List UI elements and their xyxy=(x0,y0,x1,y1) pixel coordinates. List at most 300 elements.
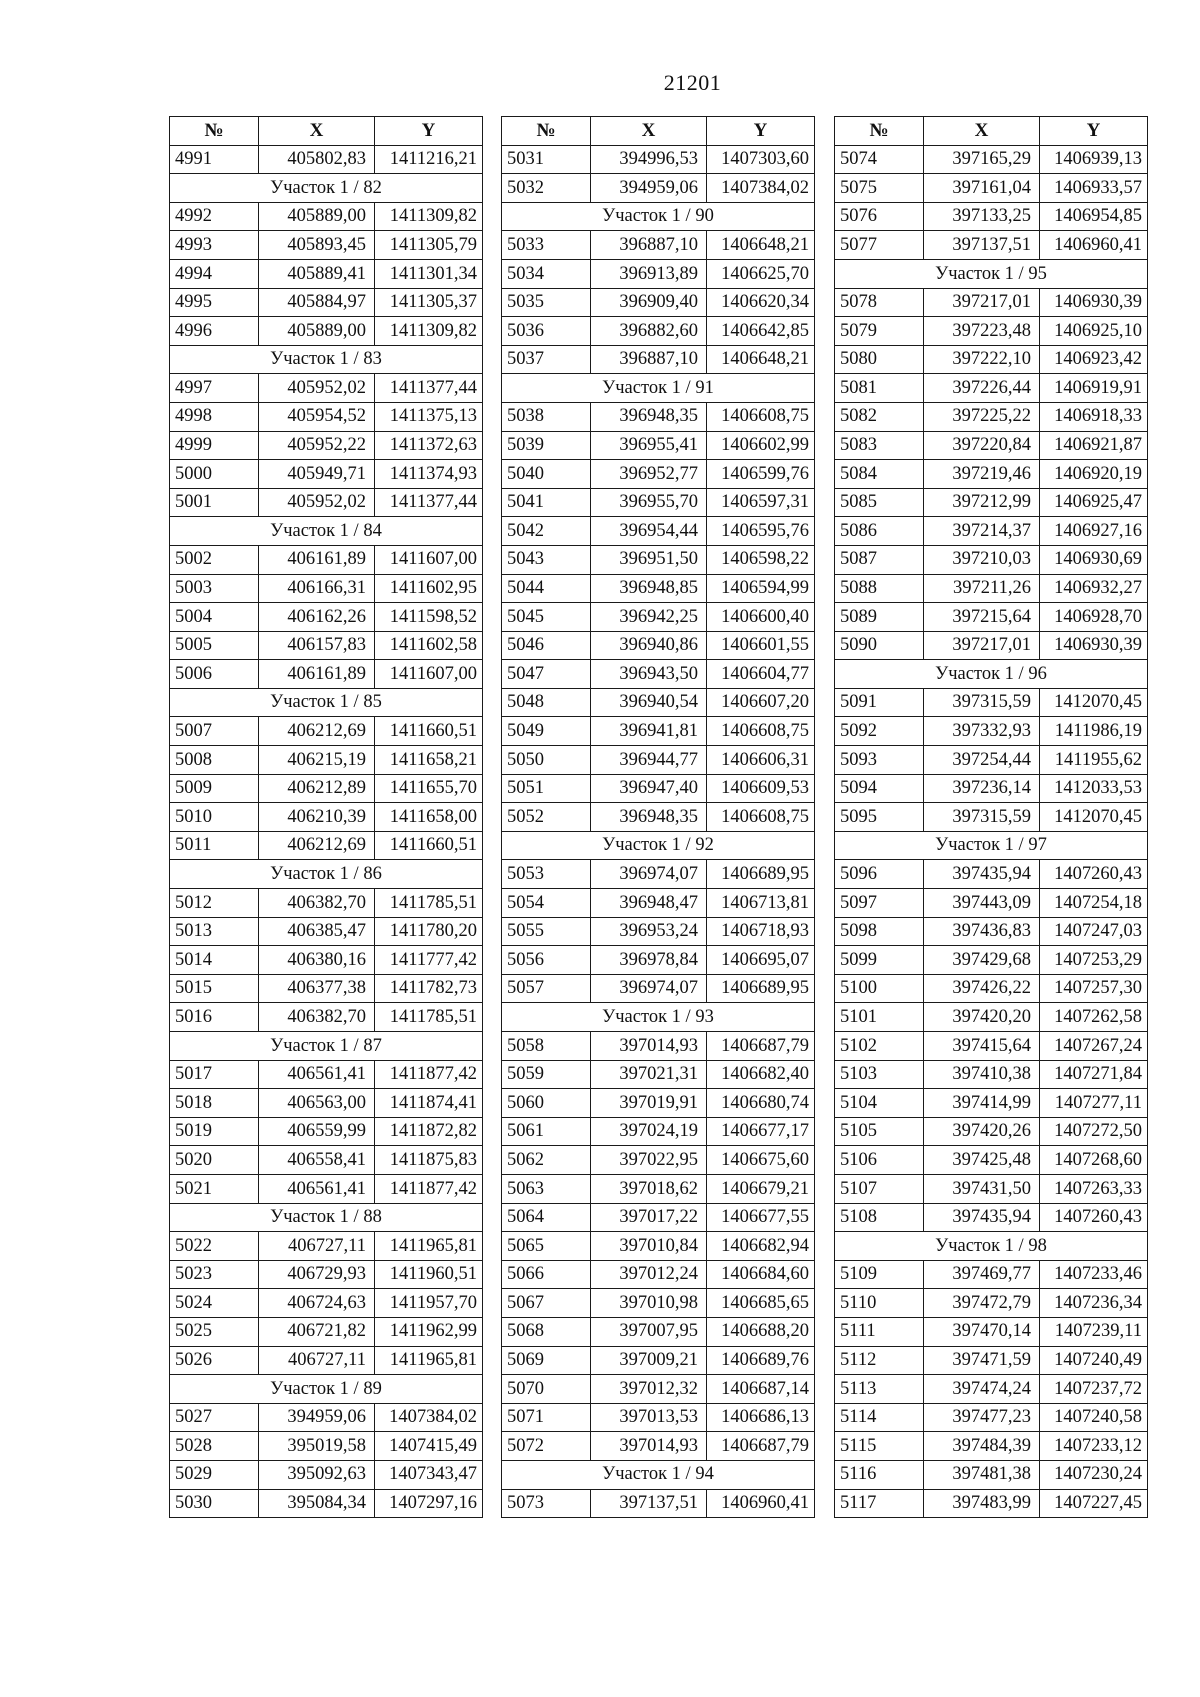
x-coordinate-cell: 397220,84 xyxy=(924,431,1040,460)
x-coordinate-cell: 397481,38 xyxy=(924,1460,1040,1489)
y-coordinate-cell: 1406608,75 xyxy=(707,803,815,832)
x-coordinate-cell: 406166,31 xyxy=(259,574,375,603)
y-coordinate-cell: 1406695,07 xyxy=(707,946,815,975)
point-number-cell: 5037 xyxy=(502,345,591,374)
point-number-cell: 5010 xyxy=(170,803,259,832)
column-header-y: Y xyxy=(707,117,815,146)
section-title: Участок 1 / 85 xyxy=(170,688,483,717)
x-coordinate-cell: 405949,71 xyxy=(259,460,375,489)
y-coordinate-cell: 1406713,81 xyxy=(707,889,815,918)
section-header-row xyxy=(170,517,483,546)
table-row xyxy=(502,231,815,260)
x-coordinate-cell: 397223,48 xyxy=(924,317,1040,346)
x-coordinate-cell: 397415,64 xyxy=(924,1032,1040,1061)
point-number-cell: 4997 xyxy=(170,374,259,403)
table-row xyxy=(502,1432,815,1461)
x-coordinate-cell: 406161,89 xyxy=(259,660,375,689)
x-coordinate-cell: 406382,70 xyxy=(259,1003,375,1032)
x-coordinate-cell: 406210,39 xyxy=(259,803,375,832)
y-coordinate-cell: 1406608,75 xyxy=(707,402,815,431)
table-row xyxy=(835,488,1148,517)
coordinates-table-3 xyxy=(834,116,1148,1518)
y-coordinate-cell: 1406598,22 xyxy=(707,545,815,574)
y-coordinate-cell: 1411780,20 xyxy=(375,917,483,946)
y-coordinate-cell: 1406933,57 xyxy=(1040,174,1148,203)
table-row xyxy=(502,317,815,346)
x-coordinate-cell: 397133,25 xyxy=(924,202,1040,231)
table-row xyxy=(170,1089,483,1118)
table-row xyxy=(835,1060,1148,1089)
y-coordinate-cell: 1407384,02 xyxy=(707,174,815,203)
x-coordinate-cell: 397022,95 xyxy=(591,1146,707,1175)
x-coordinate-cell: 397225,22 xyxy=(924,402,1040,431)
point-number-cell: 5042 xyxy=(502,517,591,546)
table-row xyxy=(502,517,815,546)
x-coordinate-cell: 405954,52 xyxy=(259,402,375,431)
point-number-cell: 5097 xyxy=(835,889,924,918)
x-coordinate-cell: 397219,46 xyxy=(924,460,1040,489)
coordinates-table-2 xyxy=(501,116,815,1518)
section-title: Участок 1 / 89 xyxy=(170,1375,483,1404)
y-coordinate-cell: 1406923,42 xyxy=(1040,345,1148,374)
table-header-row xyxy=(502,117,815,146)
point-number-cell: 5020 xyxy=(170,1146,259,1175)
x-coordinate-cell: 405952,02 xyxy=(259,374,375,403)
table-row xyxy=(170,1117,483,1146)
y-coordinate-cell: 1406597,31 xyxy=(707,488,815,517)
point-number-cell: 5069 xyxy=(502,1346,591,1375)
point-number-cell: 5017 xyxy=(170,1060,259,1089)
y-coordinate-cell: 1406600,40 xyxy=(707,603,815,632)
section-header-row xyxy=(502,1003,815,1032)
section-title: Участок 1 / 90 xyxy=(502,202,815,231)
table-row xyxy=(835,145,1148,174)
y-coordinate-cell: 1406918,33 xyxy=(1040,402,1148,431)
x-coordinate-cell: 397420,20 xyxy=(924,1003,1040,1032)
section-header-row xyxy=(502,1460,815,1489)
point-number-cell: 5019 xyxy=(170,1117,259,1146)
table-row xyxy=(170,317,483,346)
x-coordinate-cell: 397210,03 xyxy=(924,545,1040,574)
y-coordinate-cell: 1407253,29 xyxy=(1040,946,1148,975)
y-coordinate-cell: 1406675,60 xyxy=(707,1146,815,1175)
x-coordinate-cell: 394959,06 xyxy=(591,174,707,203)
y-coordinate-cell: 1412070,45 xyxy=(1040,688,1148,717)
x-coordinate-cell: 396954,44 xyxy=(591,517,707,546)
x-coordinate-cell: 397024,19 xyxy=(591,1117,707,1146)
table-row xyxy=(170,1460,483,1489)
y-coordinate-cell: 1407247,03 xyxy=(1040,917,1148,946)
x-coordinate-cell: 397212,99 xyxy=(924,488,1040,517)
x-coordinate-cell: 397226,44 xyxy=(924,374,1040,403)
section-header-row xyxy=(170,174,483,203)
y-coordinate-cell: 1406648,21 xyxy=(707,345,815,374)
y-coordinate-cell: 1406679,21 xyxy=(707,1174,815,1203)
y-coordinate-cell: 1411602,95 xyxy=(375,574,483,603)
section-header-row xyxy=(502,202,815,231)
point-number-cell: 5025 xyxy=(170,1317,259,1346)
point-number-cell: 5080 xyxy=(835,345,924,374)
y-coordinate-cell: 1407240,58 xyxy=(1040,1403,1148,1432)
point-number-cell: 4995 xyxy=(170,288,259,317)
y-coordinate-cell: 1406642,85 xyxy=(707,317,815,346)
table-row xyxy=(835,231,1148,260)
x-coordinate-cell: 406161,89 xyxy=(259,545,375,574)
y-coordinate-cell: 1411777,42 xyxy=(375,946,483,975)
section-title: Участок 1 / 82 xyxy=(170,174,483,203)
point-number-cell: 5024 xyxy=(170,1289,259,1318)
x-coordinate-cell: 396887,10 xyxy=(591,231,707,260)
table-row xyxy=(170,631,483,660)
table-row xyxy=(502,402,815,431)
point-number-cell: 5040 xyxy=(502,460,591,489)
table-row xyxy=(502,259,815,288)
x-coordinate-cell: 397161,04 xyxy=(924,174,1040,203)
point-number-cell: 5039 xyxy=(502,431,591,460)
point-number-cell: 4998 xyxy=(170,402,259,431)
column-header-x: X xyxy=(259,117,375,146)
point-number-cell: 5116 xyxy=(835,1460,924,1489)
page-number: 21201 xyxy=(663,70,722,95)
table-row xyxy=(835,688,1148,717)
x-coordinate-cell: 396948,85 xyxy=(591,574,707,603)
x-coordinate-cell: 397012,24 xyxy=(591,1260,707,1289)
point-number-cell: 5041 xyxy=(502,488,591,517)
y-coordinate-cell: 1411655,70 xyxy=(375,774,483,803)
y-coordinate-cell: 1411785,51 xyxy=(375,1003,483,1032)
table-row xyxy=(835,202,1148,231)
y-coordinate-cell: 1411598,52 xyxy=(375,603,483,632)
point-number-cell: 5082 xyxy=(835,402,924,431)
point-number-cell: 5098 xyxy=(835,917,924,946)
point-number-cell: 5044 xyxy=(502,574,591,603)
point-number-cell: 5015 xyxy=(170,974,259,1003)
section-title: Участок 1 / 88 xyxy=(170,1203,483,1232)
y-coordinate-cell: 1406925,10 xyxy=(1040,317,1148,346)
point-number-cell: 5008 xyxy=(170,746,259,775)
section-title: Участок 1 / 86 xyxy=(170,860,483,889)
point-number-cell: 4992 xyxy=(170,202,259,231)
x-coordinate-cell: 397436,83 xyxy=(924,917,1040,946)
table-row xyxy=(170,1060,483,1089)
table-row xyxy=(835,631,1148,660)
y-coordinate-cell: 1411374,93 xyxy=(375,460,483,489)
y-coordinate-cell: 1411957,70 xyxy=(375,1289,483,1318)
x-coordinate-cell: 406558,41 xyxy=(259,1146,375,1175)
table-row xyxy=(835,860,1148,889)
table-row xyxy=(170,660,483,689)
point-number-cell: 5013 xyxy=(170,917,259,946)
y-coordinate-cell: 1406620,34 xyxy=(707,288,815,317)
y-coordinate-cell: 1406718,93 xyxy=(707,917,815,946)
x-coordinate-cell: 396953,24 xyxy=(591,917,707,946)
y-coordinate-cell: 1406939,13 xyxy=(1040,145,1148,174)
y-coordinate-cell: 1411660,51 xyxy=(375,717,483,746)
table-row xyxy=(170,1146,483,1175)
point-number-cell: 5081 xyxy=(835,374,924,403)
y-coordinate-cell: 1407260,43 xyxy=(1040,860,1148,889)
point-number-cell: 5072 xyxy=(502,1432,591,1461)
table-row xyxy=(835,174,1148,203)
x-coordinate-cell: 406724,63 xyxy=(259,1289,375,1318)
y-coordinate-cell: 1411602,58 xyxy=(375,631,483,660)
x-coordinate-cell: 397483,99 xyxy=(924,1489,1040,1518)
point-number-cell: 5065 xyxy=(502,1232,591,1261)
point-number-cell: 5090 xyxy=(835,631,924,660)
point-number-cell: 5060 xyxy=(502,1089,591,1118)
point-number-cell: 5063 xyxy=(502,1174,591,1203)
section-title: Участок 1 / 91 xyxy=(502,374,815,403)
point-number-cell: 5076 xyxy=(835,202,924,231)
table-row xyxy=(170,402,483,431)
table-row xyxy=(835,1375,1148,1404)
x-coordinate-cell: 396952,77 xyxy=(591,460,707,489)
point-number-cell: 5001 xyxy=(170,488,259,517)
y-coordinate-cell: 1411372,63 xyxy=(375,431,483,460)
table-row xyxy=(502,917,815,946)
table-header-row xyxy=(170,117,483,146)
x-coordinate-cell: 397435,94 xyxy=(924,1203,1040,1232)
y-coordinate-cell: 1411782,73 xyxy=(375,974,483,1003)
table-row xyxy=(502,1489,815,1518)
y-coordinate-cell: 1406599,76 xyxy=(707,460,815,489)
y-coordinate-cell: 1406602,99 xyxy=(707,431,815,460)
table-row xyxy=(502,717,815,746)
point-number-cell: 5003 xyxy=(170,574,259,603)
table-row xyxy=(502,1317,815,1346)
y-coordinate-cell: 1406595,76 xyxy=(707,517,815,546)
table-row xyxy=(170,460,483,489)
section-title: Участок 1 / 87 xyxy=(170,1032,483,1061)
x-coordinate-cell: 397010,98 xyxy=(591,1289,707,1318)
y-coordinate-cell: 1406604,77 xyxy=(707,660,815,689)
point-number-cell: 5036 xyxy=(502,317,591,346)
x-coordinate-cell: 397420,26 xyxy=(924,1117,1040,1146)
x-coordinate-cell: 395019,58 xyxy=(259,1432,375,1461)
y-coordinate-cell: 1411877,42 xyxy=(375,1174,483,1203)
y-coordinate-cell: 1411877,42 xyxy=(375,1060,483,1089)
point-number-cell: 5100 xyxy=(835,974,924,1003)
x-coordinate-cell: 397236,14 xyxy=(924,774,1040,803)
y-coordinate-cell: 1411785,51 xyxy=(375,889,483,918)
point-number-cell: 5014 xyxy=(170,946,259,975)
x-coordinate-cell: 397477,23 xyxy=(924,1403,1040,1432)
x-coordinate-cell: 396948,47 xyxy=(591,889,707,918)
y-coordinate-cell: 1407237,72 xyxy=(1040,1375,1148,1404)
y-coordinate-cell: 1411874,41 xyxy=(375,1089,483,1118)
point-number-cell: 5075 xyxy=(835,174,924,203)
table-row xyxy=(502,488,815,517)
y-coordinate-cell: 1406648,21 xyxy=(707,231,815,260)
table-row xyxy=(835,1489,1148,1518)
x-coordinate-cell: 397414,99 xyxy=(924,1089,1040,1118)
table-row xyxy=(170,202,483,231)
y-coordinate-cell: 1407263,33 xyxy=(1040,1174,1148,1203)
x-coordinate-cell: 405889,41 xyxy=(259,259,375,288)
table-row xyxy=(502,1375,815,1404)
point-number-cell: 5058 xyxy=(502,1032,591,1061)
x-coordinate-cell: 406559,99 xyxy=(259,1117,375,1146)
table-row xyxy=(835,317,1148,346)
y-coordinate-cell: 1411955,62 xyxy=(1040,746,1148,775)
point-number-cell: 5111 xyxy=(835,1317,924,1346)
table-row xyxy=(170,746,483,775)
table-row xyxy=(502,889,815,918)
section-title: Участок 1 / 84 xyxy=(170,517,483,546)
y-coordinate-cell: 1407268,60 xyxy=(1040,1146,1148,1175)
y-coordinate-cell: 1411309,82 xyxy=(375,317,483,346)
table-row xyxy=(502,774,815,803)
y-coordinate-cell: 1406927,16 xyxy=(1040,517,1148,546)
table-row xyxy=(835,803,1148,832)
point-number-cell: 5029 xyxy=(170,1460,259,1489)
point-number-cell: 5062 xyxy=(502,1146,591,1175)
x-coordinate-cell: 406212,89 xyxy=(259,774,375,803)
y-coordinate-cell: 1407240,49 xyxy=(1040,1346,1148,1375)
point-number-cell: 5095 xyxy=(835,803,924,832)
y-coordinate-cell: 1411375,13 xyxy=(375,402,483,431)
point-number-cell: 5073 xyxy=(502,1489,591,1518)
y-coordinate-cell: 1407343,47 xyxy=(375,1460,483,1489)
point-number-cell: 5089 xyxy=(835,603,924,632)
column-header-y: Y xyxy=(375,117,483,146)
section-header-row xyxy=(170,1203,483,1232)
point-number-cell: 5078 xyxy=(835,288,924,317)
y-coordinate-cell: 1411986,19 xyxy=(1040,717,1148,746)
y-coordinate-cell: 1411658,21 xyxy=(375,746,483,775)
y-coordinate-cell: 1406919,91 xyxy=(1040,374,1148,403)
y-coordinate-cell: 1406594,99 xyxy=(707,574,815,603)
x-coordinate-cell: 406380,16 xyxy=(259,946,375,975)
table-row xyxy=(502,545,815,574)
point-number-cell: 5005 xyxy=(170,631,259,660)
y-coordinate-cell: 1406689,95 xyxy=(707,860,815,889)
table-row xyxy=(835,1117,1148,1146)
y-coordinate-cell: 1407230,24 xyxy=(1040,1460,1148,1489)
point-number-cell: 5107 xyxy=(835,1174,924,1203)
point-number-cell: 5009 xyxy=(170,774,259,803)
x-coordinate-cell: 397215,64 xyxy=(924,603,1040,632)
table-row xyxy=(835,1089,1148,1118)
section-header-row xyxy=(502,374,815,403)
x-coordinate-cell: 397472,79 xyxy=(924,1289,1040,1318)
table-row xyxy=(835,889,1148,918)
section-title: Участок 1 / 95 xyxy=(835,259,1148,288)
point-number-cell: 5083 xyxy=(835,431,924,460)
table-row xyxy=(170,431,483,460)
y-coordinate-cell: 1406930,39 xyxy=(1040,288,1148,317)
y-coordinate-cell: 1406677,17 xyxy=(707,1117,815,1146)
point-number-cell: 5026 xyxy=(170,1346,259,1375)
section-title: Участок 1 / 96 xyxy=(835,660,1148,689)
y-coordinate-cell: 1411305,37 xyxy=(375,288,483,317)
point-number-cell: 5084 xyxy=(835,460,924,489)
x-coordinate-cell: 406563,00 xyxy=(259,1089,375,1118)
x-coordinate-cell: 396974,07 xyxy=(591,974,707,1003)
y-coordinate-cell: 1406689,76 xyxy=(707,1346,815,1375)
table-row xyxy=(835,1346,1148,1375)
x-coordinate-cell: 397010,84 xyxy=(591,1232,707,1261)
point-number-cell: 5027 xyxy=(170,1403,259,1432)
y-coordinate-cell: 1406684,60 xyxy=(707,1260,815,1289)
x-coordinate-cell: 397471,59 xyxy=(924,1346,1040,1375)
point-number-cell: 5079 xyxy=(835,317,924,346)
point-number-cell: 5030 xyxy=(170,1489,259,1518)
table-row xyxy=(170,774,483,803)
x-coordinate-cell: 397217,01 xyxy=(924,288,1040,317)
x-coordinate-cell: 394996,53 xyxy=(591,145,707,174)
table-row xyxy=(170,1174,483,1203)
point-number-cell: 5052 xyxy=(502,803,591,832)
x-coordinate-cell: 396909,40 xyxy=(591,288,707,317)
table-row xyxy=(170,1317,483,1346)
point-number-cell: 5016 xyxy=(170,1003,259,1032)
y-coordinate-cell: 1406688,20 xyxy=(707,1317,815,1346)
y-coordinate-cell: 1407233,12 xyxy=(1040,1432,1148,1461)
x-coordinate-cell: 405952,22 xyxy=(259,431,375,460)
table-row xyxy=(502,1146,815,1175)
y-coordinate-cell: 1407227,45 xyxy=(1040,1489,1148,1518)
table-row xyxy=(170,946,483,975)
y-coordinate-cell: 1406687,79 xyxy=(707,1032,815,1061)
x-coordinate-cell: 406721,82 xyxy=(259,1317,375,1346)
x-coordinate-cell: 406385,47 xyxy=(259,917,375,946)
table-row xyxy=(502,1117,815,1146)
x-coordinate-cell: 406157,83 xyxy=(259,631,375,660)
y-coordinate-cell: 1411309,82 xyxy=(375,202,483,231)
y-coordinate-cell: 1406609,53 xyxy=(707,774,815,803)
x-coordinate-cell: 397426,22 xyxy=(924,974,1040,1003)
section-title: Участок 1 / 93 xyxy=(502,1003,815,1032)
x-coordinate-cell: 396948,35 xyxy=(591,803,707,832)
x-coordinate-cell: 406561,41 xyxy=(259,1060,375,1089)
table-row xyxy=(502,460,815,489)
y-coordinate-cell: 1406932,27 xyxy=(1040,574,1148,603)
y-coordinate-cell: 1411872,82 xyxy=(375,1117,483,1146)
x-coordinate-cell: 397429,68 xyxy=(924,946,1040,975)
point-number-cell: 5105 xyxy=(835,1117,924,1146)
x-coordinate-cell: 395092,63 xyxy=(259,1460,375,1489)
table-row xyxy=(835,1003,1148,1032)
point-number-cell: 5114 xyxy=(835,1403,924,1432)
y-coordinate-cell: 1406930,39 xyxy=(1040,631,1148,660)
table-row xyxy=(170,145,483,174)
section-title: Участок 1 / 98 xyxy=(835,1232,1148,1261)
x-coordinate-cell: 395084,34 xyxy=(259,1489,375,1518)
x-coordinate-cell: 397165,29 xyxy=(924,145,1040,174)
point-number-cell: 5048 xyxy=(502,688,591,717)
point-number-cell: 5059 xyxy=(502,1060,591,1089)
point-number-cell: 5074 xyxy=(835,145,924,174)
section-title: Участок 1 / 83 xyxy=(170,345,483,374)
y-coordinate-cell: 1411301,34 xyxy=(375,259,483,288)
point-number-cell: 5018 xyxy=(170,1089,259,1118)
section-title: Участок 1 / 94 xyxy=(502,1460,815,1489)
table-row xyxy=(170,1289,483,1318)
x-coordinate-cell: 396955,70 xyxy=(591,488,707,517)
y-coordinate-cell: 1411875,83 xyxy=(375,1146,483,1175)
table-row xyxy=(502,974,815,1003)
x-coordinate-cell: 397315,59 xyxy=(924,688,1040,717)
x-coordinate-cell: 396913,89 xyxy=(591,259,707,288)
point-number-cell: 5047 xyxy=(502,660,591,689)
table-row xyxy=(835,917,1148,946)
table-row xyxy=(170,1003,483,1032)
table-row xyxy=(502,946,815,975)
table-row xyxy=(835,774,1148,803)
section-header-row xyxy=(170,688,483,717)
point-number-cell: 4991 xyxy=(170,145,259,174)
